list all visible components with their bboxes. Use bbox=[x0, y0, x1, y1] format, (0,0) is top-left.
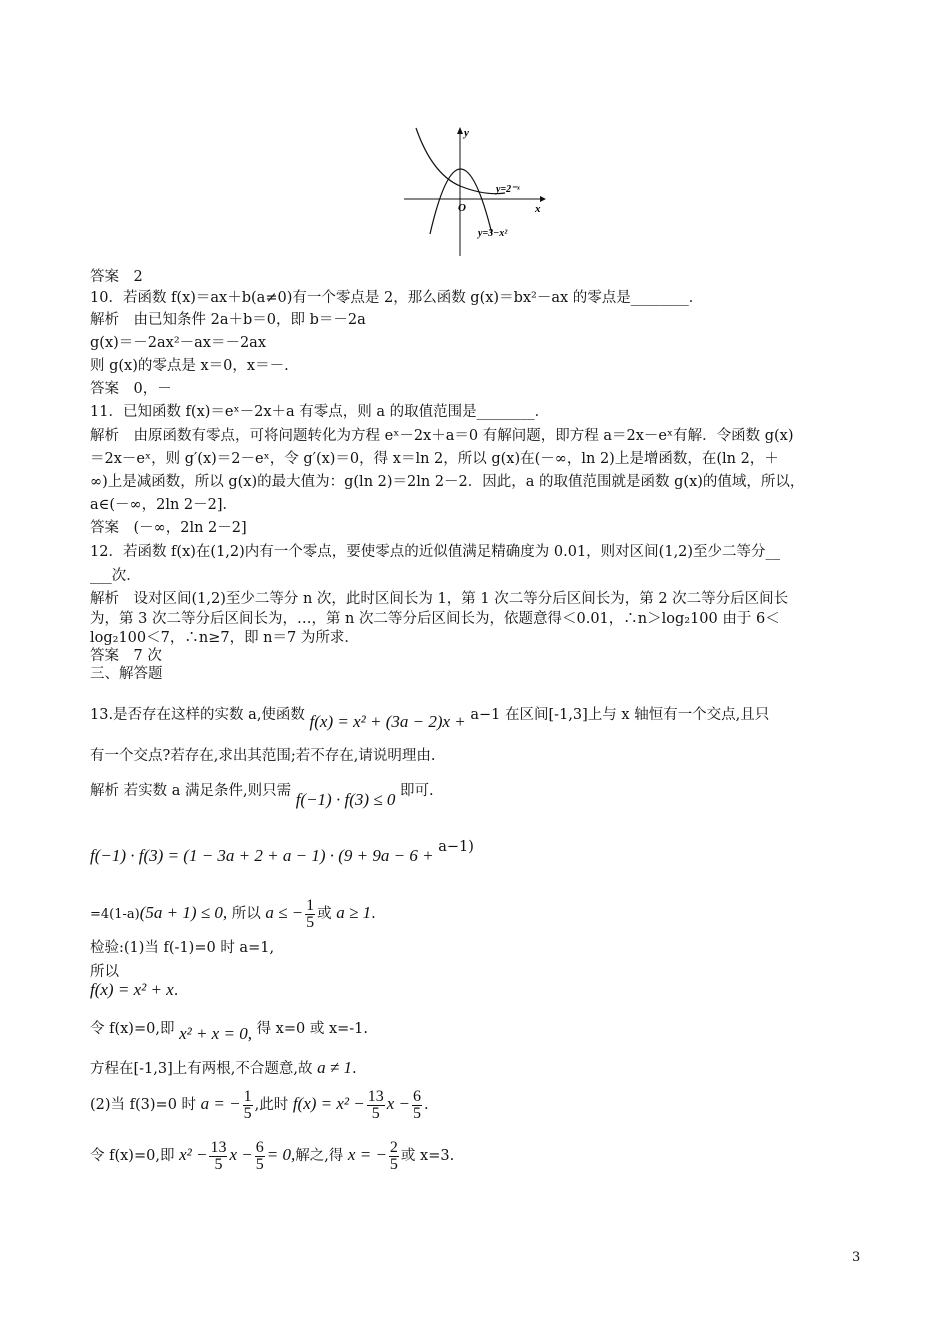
fraction-two-fifths: $\frac{2}{5}$ bbox=[389, 1138, 398, 1173]
q13-question-line-2: 有一个交点?若存在,求出其范围;若不存在,请说明理由. bbox=[90, 748, 436, 764]
q12-analysis-3: log₂100＜7，∴n≥7，即 n＝7 为所求． bbox=[90, 630, 359, 646]
q13-result-or: 或 bbox=[317, 906, 332, 922]
origin-label: O bbox=[458, 202, 466, 214]
q13-result-line bbox=[90, 896, 376, 930]
q13-let2-line bbox=[90, 1137, 454, 1173]
q13-let2-eq: = 0, bbox=[266, 1145, 296, 1164]
q13-let2-mid: 解之,得 bbox=[295, 1148, 344, 1164]
q13-result-formula-3: a ≥ 1 bbox=[336, 903, 372, 922]
q13-case2-pre: (2)当 f(3)=0 时 bbox=[90, 1097, 197, 1113]
q12-analysis-1: 解析 设对区间(1,2)至少二等分 n 次，此时区间长为 1，第 1 次二等分后区间长为，第 2 次二等分后区间长 bbox=[90, 591, 789, 607]
y-axis-label: y bbox=[464, 127, 469, 139]
q13-case2-end: . bbox=[424, 1097, 429, 1113]
x-axis-arrow bbox=[540, 196, 546, 202]
q13-analysis-line bbox=[90, 780, 434, 809]
q10-analysis-3: 则 g(x)的零点是 x＝0，x＝－. bbox=[90, 358, 289, 374]
q13-let1-post: 得 x=0 或 x=-1. bbox=[256, 1021, 369, 1037]
q13-result-pre: =4(1-a) bbox=[90, 907, 140, 922]
q13-f1-end: . bbox=[173, 983, 179, 999]
q11-analysis-3: ∞)上是减函数，所以 g(x)的最大值为：g(ln 2)＝2ln 2－2．因此，a 的取值范围就是函数 g(x)的值域，所以， bbox=[90, 474, 805, 490]
q13-let2-x: x − bbox=[229, 1145, 253, 1164]
q13-f1-formula: f(x) = x² + x bbox=[90, 980, 174, 999]
q10-answer: 答案 0，－ bbox=[90, 381, 172, 397]
fraction-one-fifth: $\frac{1}{5}$ bbox=[306, 896, 315, 931]
q13-so-line: 所以 bbox=[90, 964, 119, 980]
q13-let2-formula: x² − bbox=[179, 1145, 208, 1164]
q12-question-2: ___次． bbox=[90, 568, 141, 584]
fraction-one-fifth-2: $\frac{1}{5}$ bbox=[243, 1087, 252, 1122]
q13-question-pre: 13.是否存在这样的实数 a,使函数 bbox=[90, 707, 305, 723]
q13-case2-f: f(x) = x² − bbox=[292, 1094, 365, 1113]
q13-result-mid: 所以 bbox=[231, 906, 261, 922]
q13-analysis-post: 即可. bbox=[399, 783, 434, 799]
x-axis-label: x bbox=[535, 203, 541, 215]
q13-roots-end: . bbox=[351, 1061, 357, 1077]
q12-answer: 答案 7 次 bbox=[90, 648, 162, 664]
q13-result-end: . bbox=[371, 906, 376, 922]
q13-case2-mid: ,此时 bbox=[254, 1097, 289, 1113]
q10-question: 10．若函数 f(x)＝ax＋b(a≠0)有一个零点是 2，那么函数 g(x)＝bx²－ax 的零点是________． bbox=[90, 290, 704, 306]
exp-curve-label: y=2⁻ˣ bbox=[496, 184, 520, 195]
q13-question-post: a−1 在区间[-1,3]上与 x 轴恒有一个交点,且只 bbox=[470, 707, 770, 723]
q12-question-1: 12．若函数 f(x)在(1,2)内有一个零点，要使零点的近似值满足精确度为 0.01，则对区间(1,2)至少二等分__ bbox=[90, 544, 781, 560]
q13-result-formula-2: a ≤ − bbox=[265, 903, 304, 922]
q12-analysis-2: 为，第 3 次二等分后区间长为，…，第 n 次二等分后区间长为，依题意得＜0.01，∴n＞log₂100 由于 6＜ bbox=[90, 611, 780, 627]
q13-let1-pre: 令 f(x)=0,即 bbox=[90, 1021, 175, 1037]
q13-let1-line bbox=[90, 1018, 369, 1043]
q13-let2-sol: x = − bbox=[347, 1145, 387, 1164]
q13-question-line-1 bbox=[90, 704, 770, 731]
q11-question: 11．已知函数 f(x)＝eˣ－2x＋a 有零点，则 a 的取值范围是________． bbox=[90, 404, 550, 420]
q13-roots-line bbox=[90, 1058, 357, 1079]
q13-expansion-line bbox=[90, 839, 474, 867]
fraction-six-fifths: $\frac{6}{5}$ bbox=[413, 1087, 422, 1122]
q10-analysis-2: g(x)＝－2ax²－ax＝－2ax bbox=[90, 335, 267, 351]
quad-curve-label: y=3−x² bbox=[478, 228, 508, 239]
q11-answer: 答案 (－∞，2ln 2－2] bbox=[90, 520, 247, 536]
q13-roots-pre: 方程在[-1,3]上有两根,不合题意,故 bbox=[90, 1061, 313, 1077]
fraction-six-fifths-2: $\frac{6}{5}$ bbox=[255, 1138, 264, 1173]
q13-let2-pre: 令 f(x)=0,即 bbox=[90, 1148, 175, 1164]
q13-analysis-pre: 解析 若实数 a 满足条件,则只需 bbox=[90, 783, 292, 799]
q10-analysis-1: 解析 由已知条件 2a＋b＝0，即 b＝－2a bbox=[90, 312, 366, 328]
q13-result-formula: (5a + 1) ≤ 0, bbox=[139, 903, 228, 922]
q13-let1-formula: x² + x = 0, bbox=[179, 1024, 252, 1043]
section-heading: 三、解答题 bbox=[90, 666, 163, 682]
y-axis-arrow bbox=[457, 127, 463, 134]
q13-case2-x: x − bbox=[386, 1094, 411, 1113]
q13-roots-formula: a ≠ 1 bbox=[317, 1058, 352, 1077]
q9-answer: 答案 2 bbox=[90, 269, 143, 285]
page-number: 3 bbox=[852, 1250, 861, 1265]
q11-analysis-2: ＝2x－eˣ，则 g′(x)＝2－eˣ，令 g′(x)＝0，得 x＝ln 2，所以 g(x)在(－∞，ln 2)上是增函数，在(ln 2，＋ bbox=[90, 451, 779, 467]
fraction-thirteen-fifths-2: $\frac{13}{5}$ bbox=[210, 1138, 227, 1173]
q13-f1-line bbox=[90, 980, 178, 1001]
function-graph bbox=[400, 122, 550, 262]
q13-expansion-formula: f(−1) · f(3) = (1 − 3a + 2 + a − 1) · (9 + 9a − 6 + bbox=[90, 846, 434, 865]
fraction-thirteen-fifths: $\frac{13}{5}$ bbox=[367, 1087, 384, 1122]
q13-case2-line bbox=[90, 1086, 429, 1122]
q13-let2-post: 或 x=3. bbox=[400, 1148, 455, 1164]
q13-expansion-tail: a−1) bbox=[438, 839, 474, 855]
q13-check-line: 检验:(1)当 f(-1)=0 时 a=1, bbox=[90, 940, 275, 956]
q13-case2-formula: a = − bbox=[200, 1094, 241, 1113]
q11-analysis-4: a∈(－∞，2ln 2－2]． bbox=[90, 497, 238, 513]
q13-condition-formula: f(−1) · f(3) ≤ 0 bbox=[295, 790, 396, 809]
q11-analysis-1: 解析 由原函数有零点，可将问题转化为方程 eˣ－2x＋a＝0 有解问题，即方程 a＝2x－eˣ有解．令函数 g(x) bbox=[90, 428, 794, 444]
q13-function-formula: f(x) = x² + (3a − 2)x + bbox=[309, 712, 466, 731]
